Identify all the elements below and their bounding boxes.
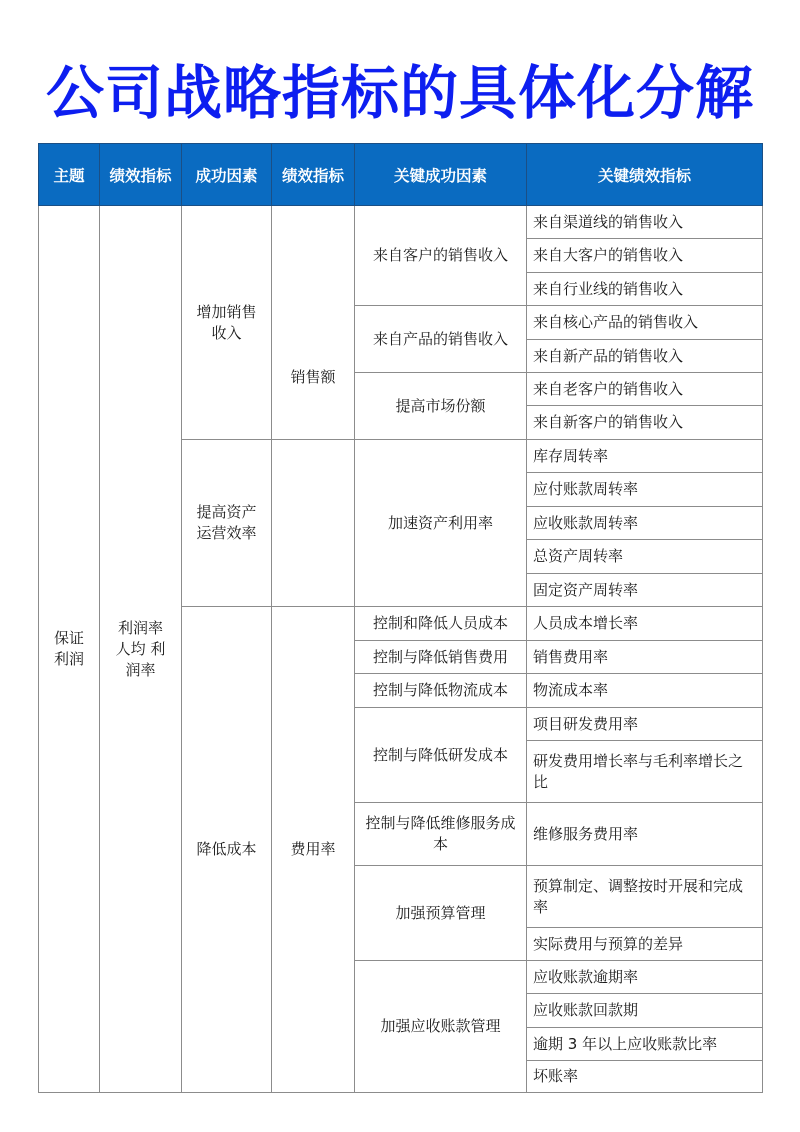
success-factor-cell bbox=[182, 206, 272, 440]
kpi-cell: 人员成本增长率 bbox=[527, 607, 763, 641]
ksf-cell: 来自客户的销售收入 bbox=[355, 206, 527, 306]
kpi-cell: 预算制定、调整按时开展和完成率 bbox=[527, 866, 763, 928]
ksf-cell: 控制与降低维修服务成本 bbox=[355, 803, 527, 866]
header-theme: 主题 bbox=[39, 144, 100, 206]
table-row bbox=[39, 206, 763, 239]
kpi-cell: 研发费用增长率与毛利率增长之比 bbox=[527, 741, 763, 803]
kpi-cell: 物流成本率 bbox=[527, 674, 763, 708]
kpi-cell: 实际费用与预算的差异 bbox=[527, 928, 763, 961]
kpi-cell: 来自老客户的销售收入 bbox=[527, 373, 763, 406]
perf-indicator-text: 利润率 人均 利润率 bbox=[115, 618, 166, 679]
kpi-cell: 应收账款回款期 bbox=[527, 994, 763, 1028]
group-perf-indicator-cell: 销售额 bbox=[272, 206, 355, 440]
header-success-factor: 成功因素 bbox=[182, 144, 272, 206]
kpi-cell: 总资产周转率 bbox=[527, 540, 763, 574]
header-perf-indicator: 绩效指标 bbox=[100, 144, 182, 206]
kpi-cell: 项目研发费用率 bbox=[527, 708, 763, 741]
group-perf-indicator-cell: 费用率 bbox=[272, 607, 355, 1093]
page-title: 公司战略指标的具体化分解 bbox=[45, 59, 754, 127]
theme-cell bbox=[39, 206, 100, 1093]
kpi-cell: 应付账款周转率 bbox=[527, 473, 763, 507]
perf-indicator-cell bbox=[100, 206, 182, 1093]
kpi-cell: 来自新客户的销售收入 bbox=[527, 406, 763, 440]
table-header-row bbox=[39, 144, 763, 206]
kpi-decomposition-table bbox=[38, 143, 763, 1093]
group-perf-indicator-cell bbox=[272, 440, 355, 607]
kpi-cell: 来自行业线的销售收入 bbox=[527, 273, 763, 306]
kpi-cell: 来自新产品的销售收入 bbox=[527, 340, 763, 373]
success-factor-cell: 降低成本 bbox=[182, 607, 272, 1093]
kpi-cell: 维修服务费用率 bbox=[527, 803, 763, 866]
ksf-cell: 控制和降低人员成本 bbox=[355, 607, 527, 641]
ksf-cell: 加强预算管理 bbox=[355, 866, 527, 961]
header-perf-indicator-2: 绩效指标 bbox=[272, 144, 355, 206]
kpi-cell: 库存周转率 bbox=[527, 440, 763, 473]
theme-text: 保证利润 bbox=[53, 629, 84, 668]
ksf-cell: 控制与降低研发成本 bbox=[355, 708, 527, 803]
success-factor-cell bbox=[182, 440, 272, 607]
ksf-cell: 控制与降低销售费用 bbox=[355, 641, 527, 674]
success-factor-text: 提高资产运营效率 bbox=[196, 503, 257, 542]
success-factor-text: 增加销售收入 bbox=[196, 302, 257, 342]
kpi-cell: 应收账款逾期率 bbox=[527, 961, 763, 994]
kpi-cell: 坏账率 bbox=[527, 1061, 763, 1093]
ksf-cell: 加速资产利用率 bbox=[355, 440, 527, 607]
kpi-cell: 应收账款周转率 bbox=[527, 507, 763, 540]
header-kpi: 关键绩效指标 bbox=[527, 144, 763, 206]
header-key-success-factor: 关键成功因素 bbox=[355, 144, 527, 206]
ksf-cell: 来自产品的销售收入 bbox=[355, 306, 527, 373]
kpi-cell: 来自渠道线的销售收入 bbox=[527, 206, 763, 239]
kpi-cell: 来自核心产品的销售收入 bbox=[527, 306, 763, 340]
kpi-cell: 销售费用率 bbox=[527, 641, 763, 674]
ksf-cell: 加强应收账款管理 bbox=[355, 961, 527, 1093]
kpi-cell: 逾期 3 年以上应收账款比率 bbox=[527, 1028, 763, 1061]
ksf-cell: 控制与降低物流成本 bbox=[355, 674, 527, 708]
ksf-cell: 提高市场份额 bbox=[355, 373, 527, 440]
kpi-cell: 来自大客户的销售收入 bbox=[527, 239, 763, 273]
kpi-cell: 固定资产周转率 bbox=[527, 574, 763, 607]
